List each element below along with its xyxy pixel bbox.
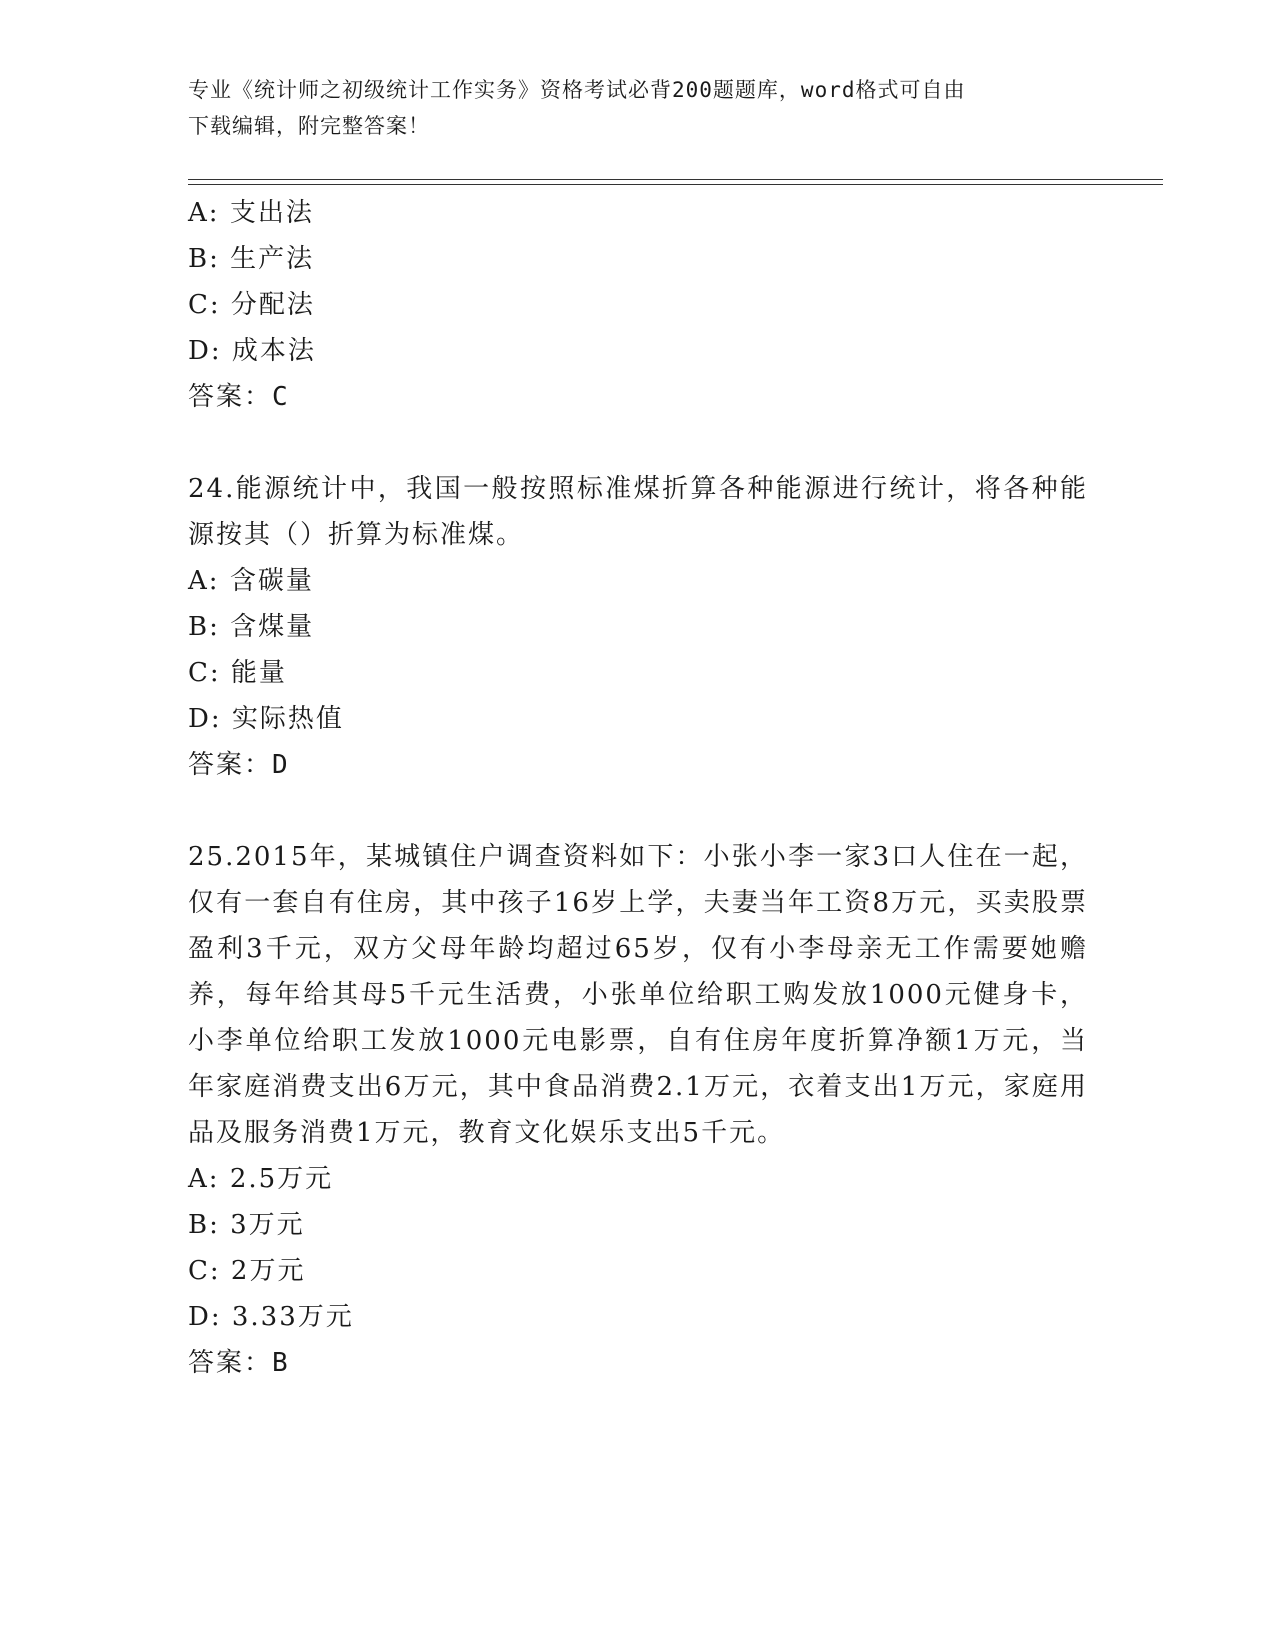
option-d — [188, 328, 1088, 374]
header-title-line-2: 下载编辑，附完整答案！ — [188, 114, 430, 138]
option-a — [188, 1156, 1088, 1202]
option-c — [188, 650, 1088, 696]
option-d — [188, 696, 1088, 742]
answer-prefix: 答案： — [188, 1348, 273, 1378]
option-text: 2万元 — [230, 1256, 306, 1286]
header-divider-bottom — [188, 184, 1163, 185]
option-label: C: — [188, 290, 221, 320]
option-label: B: — [188, 244, 220, 274]
answer-line — [188, 742, 1088, 788]
header-divider-top — [188, 179, 1163, 180]
option-text: 2.5万元 — [229, 1164, 334, 1194]
option-text: 实际热值 — [231, 704, 344, 734]
answer-line — [188, 374, 1088, 420]
answer-line — [188, 1340, 1088, 1386]
option-text: 支出法 — [229, 198, 314, 228]
option-a — [188, 190, 1088, 236]
answer-prefix: 答案： — [188, 382, 273, 412]
option-label: A: — [188, 566, 220, 596]
option-text: 分配法 — [230, 290, 315, 320]
option-label: C: — [188, 1256, 221, 1286]
option-b — [188, 604, 1088, 650]
option-label: D: — [188, 336, 222, 366]
answer-value: B — [272, 1348, 290, 1378]
option-label: B: — [188, 612, 220, 642]
option-label: A: — [188, 198, 220, 228]
header-title-line-1: 专业《统计师之初级统计工作实务》资格考试必背200题题库，word格式可自由 — [188, 78, 966, 102]
question-text: 24.能源统计中，我国一般按照标准煤折算各种能源进行统计，将各种能源按其（）折算为标准煤。 — [188, 474, 1088, 550]
option-text: 3.33万元 — [231, 1302, 354, 1332]
option-c — [188, 1248, 1088, 1294]
answer-prefix: 答案： — [188, 750, 273, 780]
answer-value: D — [272, 750, 290, 780]
option-label: A: — [188, 1164, 220, 1194]
option-text: 生产法 — [230, 244, 315, 274]
option-c — [188, 282, 1088, 328]
option-b — [188, 236, 1088, 282]
option-text: 成本法 — [231, 336, 316, 366]
option-label: D: — [188, 1302, 222, 1332]
option-text: 能量 — [230, 658, 287, 688]
question-block-25 — [188, 834, 1088, 1386]
option-b — [188, 1202, 1088, 1248]
answer-value: C — [272, 382, 290, 412]
option-label: D: — [188, 704, 222, 734]
option-a — [188, 558, 1088, 604]
document-body — [188, 190, 1088, 1386]
document-header — [188, 72, 1088, 144]
question-text: 25.2015年，某城镇住户调查资料如下：小张小李一家3口人住在一起，仅有一套自有住房，其中孩子16岁上学，夫妻当年工资8万元，买卖股票盈利3千元，双方父母年龄均超过65岁，仅有小李母亲无工作需要她赡养，每年给其母5千元生活费，小张单位给职工购发放1000元健身卡，小李单位给职工发放1000元电影票，自有住房年度折算净额1万元，当年家庭消费支出6万元，其中食品消费2.1万元，衣着支出1万元，家庭用品及服务消费1万元，教育文化娱乐支出5千元。 — [188, 842, 1088, 1148]
option-text: 3万元 — [230, 1210, 305, 1240]
option-d — [188, 1294, 1088, 1340]
question-block-23 — [188, 190, 1088, 420]
option-label: B: — [188, 1210, 220, 1240]
option-text: 含煤量 — [230, 612, 315, 642]
option-label: C: — [188, 658, 221, 688]
question-block-24 — [188, 466, 1088, 788]
option-text: 含碳量 — [229, 566, 314, 596]
